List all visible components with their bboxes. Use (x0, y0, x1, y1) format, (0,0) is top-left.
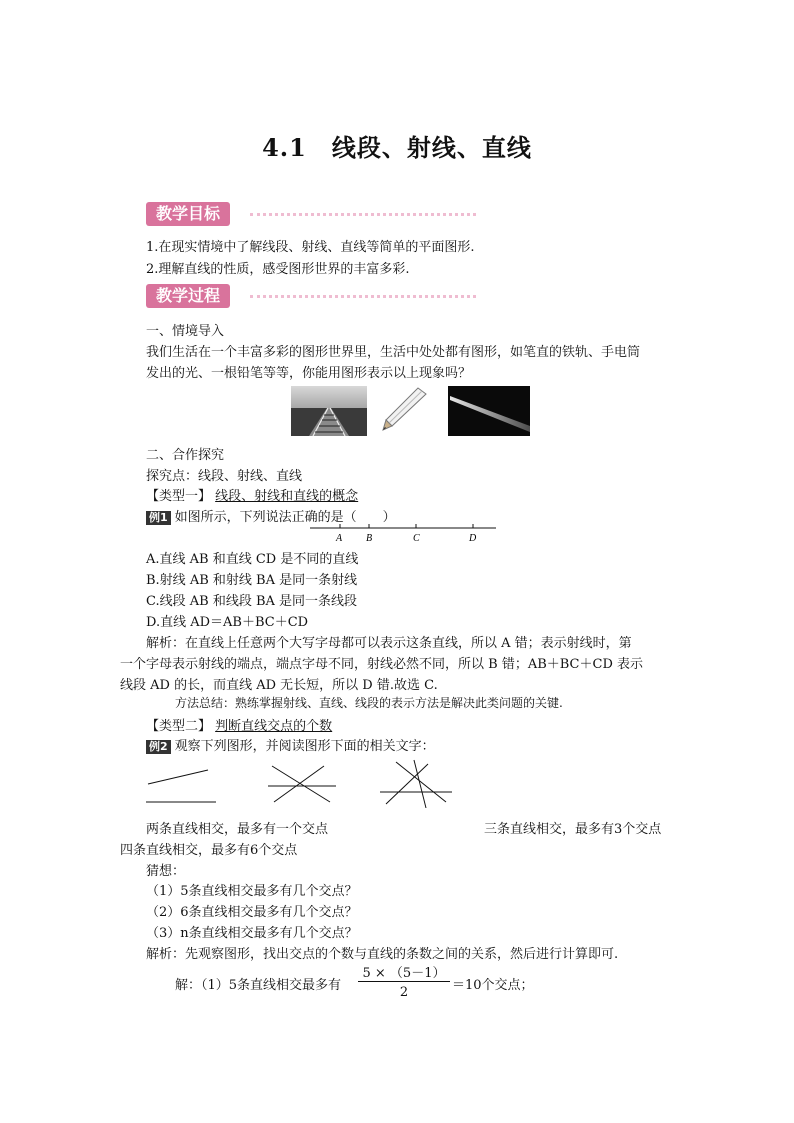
analysis1-line2: 一个字母表示射线的端点，端点字母不同，射线必然不同，所以 B 错；AB＋BC＋CD 表示 (120, 657, 644, 672)
teaching-process-banner (146, 284, 476, 310)
pencil-image (380, 384, 432, 434)
banner-dots (250, 295, 476, 298)
goal-2: 2.理解直线的性质，感受图形世界的丰富多彩. (146, 262, 410, 277)
example2-question (146, 735, 435, 754)
point-label-b: B (366, 533, 373, 544)
option-b: B.射线 AB 和射线 BA 是同一条射线 (146, 573, 358, 588)
explore-point: 探究点：线段、射线、直线 (146, 469, 303, 484)
two-lines-figure (146, 762, 216, 806)
option-a: A.直线 AB 和直线 CD 是不同的直线 (146, 552, 359, 567)
page-title: 4.1 线段、射线、直线 (262, 133, 532, 162)
type2-tag: 【类型二】 (146, 719, 212, 734)
caption-three-lines: 三条直线相交，最多有3个交点 (484, 822, 662, 837)
fraction-denominator: 2 (399, 985, 409, 1000)
explore-heading: 二、合作探究 (146, 448, 225, 463)
teaching-process-label: 教学过程 (146, 284, 230, 308)
point-label-a: A (336, 533, 343, 544)
point-label-c: C (413, 533, 420, 544)
intro-heading: 一、情境导入 (146, 324, 225, 339)
type2-heading (146, 715, 332, 734)
fraction-numerator: 5 × （5－1） (362, 966, 446, 981)
guess-label: 猜想： (146, 864, 186, 879)
type1-tag: 【类型一】 (146, 489, 212, 504)
teaching-goals-label: 教学目标 (146, 202, 230, 226)
type1-title: 线段、射线和直线的概念 (215, 489, 359, 504)
option-d: D.直线 AD＝AB＋BC＋CD (146, 615, 309, 630)
example1-text: 如图所示，下列说法正确的是（ ） (174, 510, 396, 525)
point-label-d: D (469, 533, 477, 544)
solution-suffix: ＝10个交点； (452, 978, 534, 993)
caption-two-lines: 两条直线相交，最多有一个交点 (146, 822, 329, 837)
four-lines-figure (380, 758, 452, 808)
type2-title: 判断直线交点的个数 (215, 719, 333, 734)
railway-track-image (291, 386, 367, 436)
goal-1: 1.在现实情境中了解线段、射线、直线等简单的平面图形. (146, 240, 475, 255)
type1-heading (146, 485, 358, 504)
example1-badge: 例1 (146, 511, 171, 525)
guess-1: （1）5条直线相交最多有几个交点？ (146, 884, 358, 899)
method-summary: 方法总结：熟练掌握射线、直线、线段的表示方法是解决此类问题的关键. (175, 696, 563, 710)
analysis1-line1: 解析：在直线上任意两个大写字母都可以表示这条直线，所以 A 错；表示射线时，第 (146, 636, 632, 651)
guess-2: （2）6条直线相交最多有几个交点？ (146, 905, 358, 920)
number-line-diagram (310, 522, 500, 544)
analysis1-line3: 线段 AD 的长，而直线 AD 无长短，所以 D 错.故选 C. (120, 678, 438, 693)
banner-dots (250, 213, 476, 216)
intro-para-line1: 我们生活在一个丰富多彩的图形世界里，生活中处处都有图形，如笔直的铁轨、手电筒 (146, 345, 641, 360)
analysis2: 解析：先观察图形，找出交点的个数与直线的条数之间的关系，然后进行计算即可. (146, 947, 619, 962)
example2-text: 观察下列图形，并阅读图形下面的相关文字： (174, 739, 435, 754)
solution-prefix: 解：（1）5条直线相交最多有 (175, 978, 342, 993)
example2-badge: 例2 (146, 740, 171, 754)
intro-para-line2: 发出的光、一根铅笔等等，你能用图形表示以上现象吗？ (146, 366, 472, 381)
option-c: C.线段 AB 和线段 BA 是同一条线段 (146, 594, 358, 609)
fraction-bar (358, 981, 450, 982)
caption-four-lines: 四条直线相交，最多有6个交点 (120, 843, 298, 858)
flashlight-beam-image (448, 386, 530, 436)
three-lines-figure (266, 762, 338, 806)
guess-3: （3）n条直线相交最多有几个交点？ (146, 926, 358, 941)
teaching-goals-banner (146, 202, 476, 228)
